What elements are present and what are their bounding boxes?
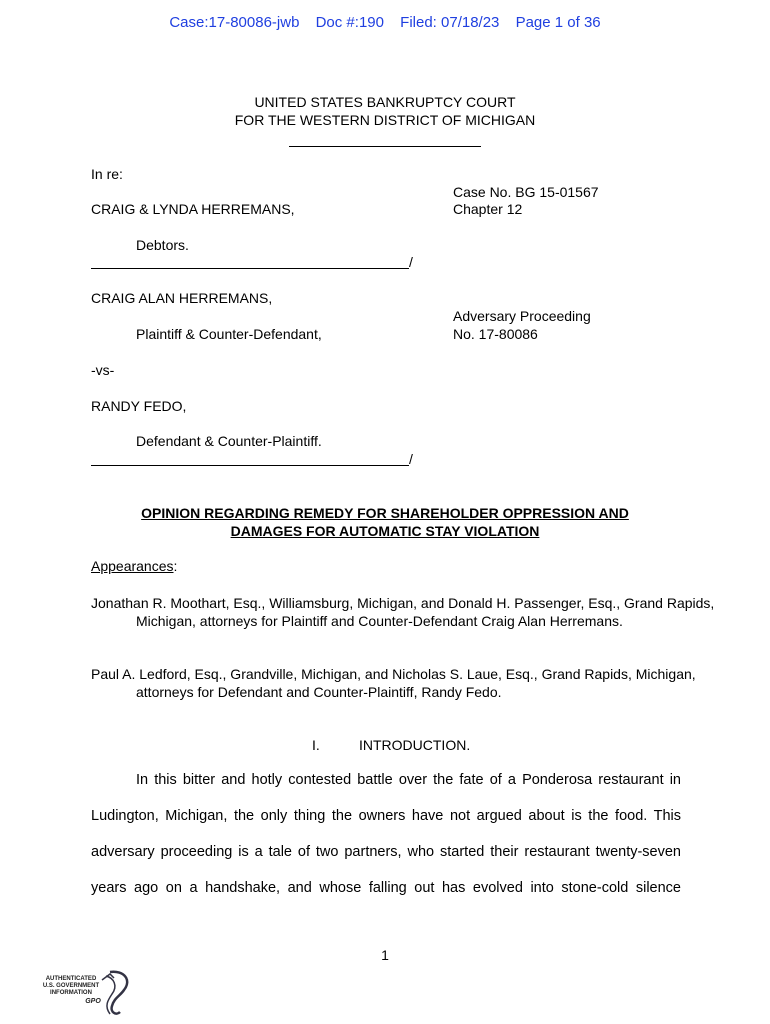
court-district: FOR THE WESTERN DISTRICT OF MICHIGAN (234, 112, 536, 128)
adversary-proceeding-label: Adversary Proceeding (453, 308, 591, 324)
appearance-plaintiff: Jonathan R. Moothart, Esq., Williamsburg, Michigan, and Donald H. Passenger, Esq., Grand Rapids, Michigan, attorneys for Plaintiff and Counter-Defendant Craig Alan Herremans. (91, 595, 715, 629)
adversary-number: No. 17-80086 (453, 326, 538, 342)
defendant-role: Defendant & Counter-Plaintiff. (136, 433, 322, 449)
plaintiff-role: Plaintiff & Counter-Defendant, (136, 326, 322, 342)
appearance-defendant: Paul A. Ledford, Esq., Grandville, Michigan, and Nicholas S. Laue, Esq., Grand Rapids, Michigan, attorneys for Defendant and Counter-Plaintiff, Randy Fedo. (91, 666, 696, 700)
debtors-label: Debtors. (136, 237, 189, 253)
chapter-label: Chapter 12 (453, 201, 523, 217)
debtors-names: CRAIG & LYNDA HERREMANS, (91, 201, 295, 217)
stamp-page-count: Page 1 of 36 (515, 14, 601, 31)
caption-rule-2 (91, 465, 409, 466)
section-number: I. (312, 737, 320, 753)
appearances-colon: : (173, 558, 178, 574)
page-number: 1 (381, 947, 389, 963)
stamp-doc-number: Doc #:190 (315, 14, 384, 31)
gpo-authentication-seal (40, 968, 135, 1018)
seal-text-gpo: GPO (85, 998, 101, 1005)
seal-text-line-2: U.S. GOVERNMENT (42, 983, 100, 989)
body-line-1: In this bitter and hotly contested battle over the fate of a Ponderosa restaurant in (136, 772, 681, 788)
appearances-label: Appearances (91, 558, 174, 574)
body-line-2: Ludington, Michigan, the only thing the owners have not argued about is the food. This (91, 808, 681, 824)
stamp-case-number: Case:17-80086-jwb (169, 14, 300, 31)
caption-slash-1: / (409, 254, 413, 270)
stamp-filed-date: Filed: 07/18/23 (400, 14, 500, 31)
seal-text-line-3: INFORMATION (50, 990, 92, 996)
versus-label: -vs- (91, 362, 115, 378)
opinion-title-line-1: OPINION REGARDING REMEDY FOR SHAREHOLDER OPPRESSION AND (141, 505, 629, 521)
seal-text-line-1: AUTHENTICATED (45, 976, 97, 982)
in-re-label: In re: (91, 166, 123, 182)
filing-stamp (0, 14, 770, 31)
appearances-heading (91, 558, 177, 574)
caption-slash-2: / (409, 451, 413, 467)
eagle-icon (40, 968, 135, 1018)
caption-rule-1 (91, 268, 409, 269)
opinion-title-line-2: DAMAGES FOR AUTOMATIC STAY VIOLATION (230, 523, 540, 539)
plaintiff-name: CRAIG ALAN HERREMANS, (91, 290, 273, 306)
defendant-name: RANDY FEDO, (91, 398, 187, 414)
body-line-3: adversary proceeding is a tale of two partners, who started their restaurant twenty-seven (91, 844, 681, 860)
body-line-4: years ago on a handshake, and whose falling out has evolved into stone-cold silence (91, 880, 681, 896)
court-heading-rule (289, 146, 481, 147)
case-number: Case No. BG 15-01567 (453, 184, 599, 200)
court-name: UNITED STATES BANKRUPTCY COURT (254, 94, 516, 110)
section-title: INTRODUCTION. (359, 737, 471, 753)
